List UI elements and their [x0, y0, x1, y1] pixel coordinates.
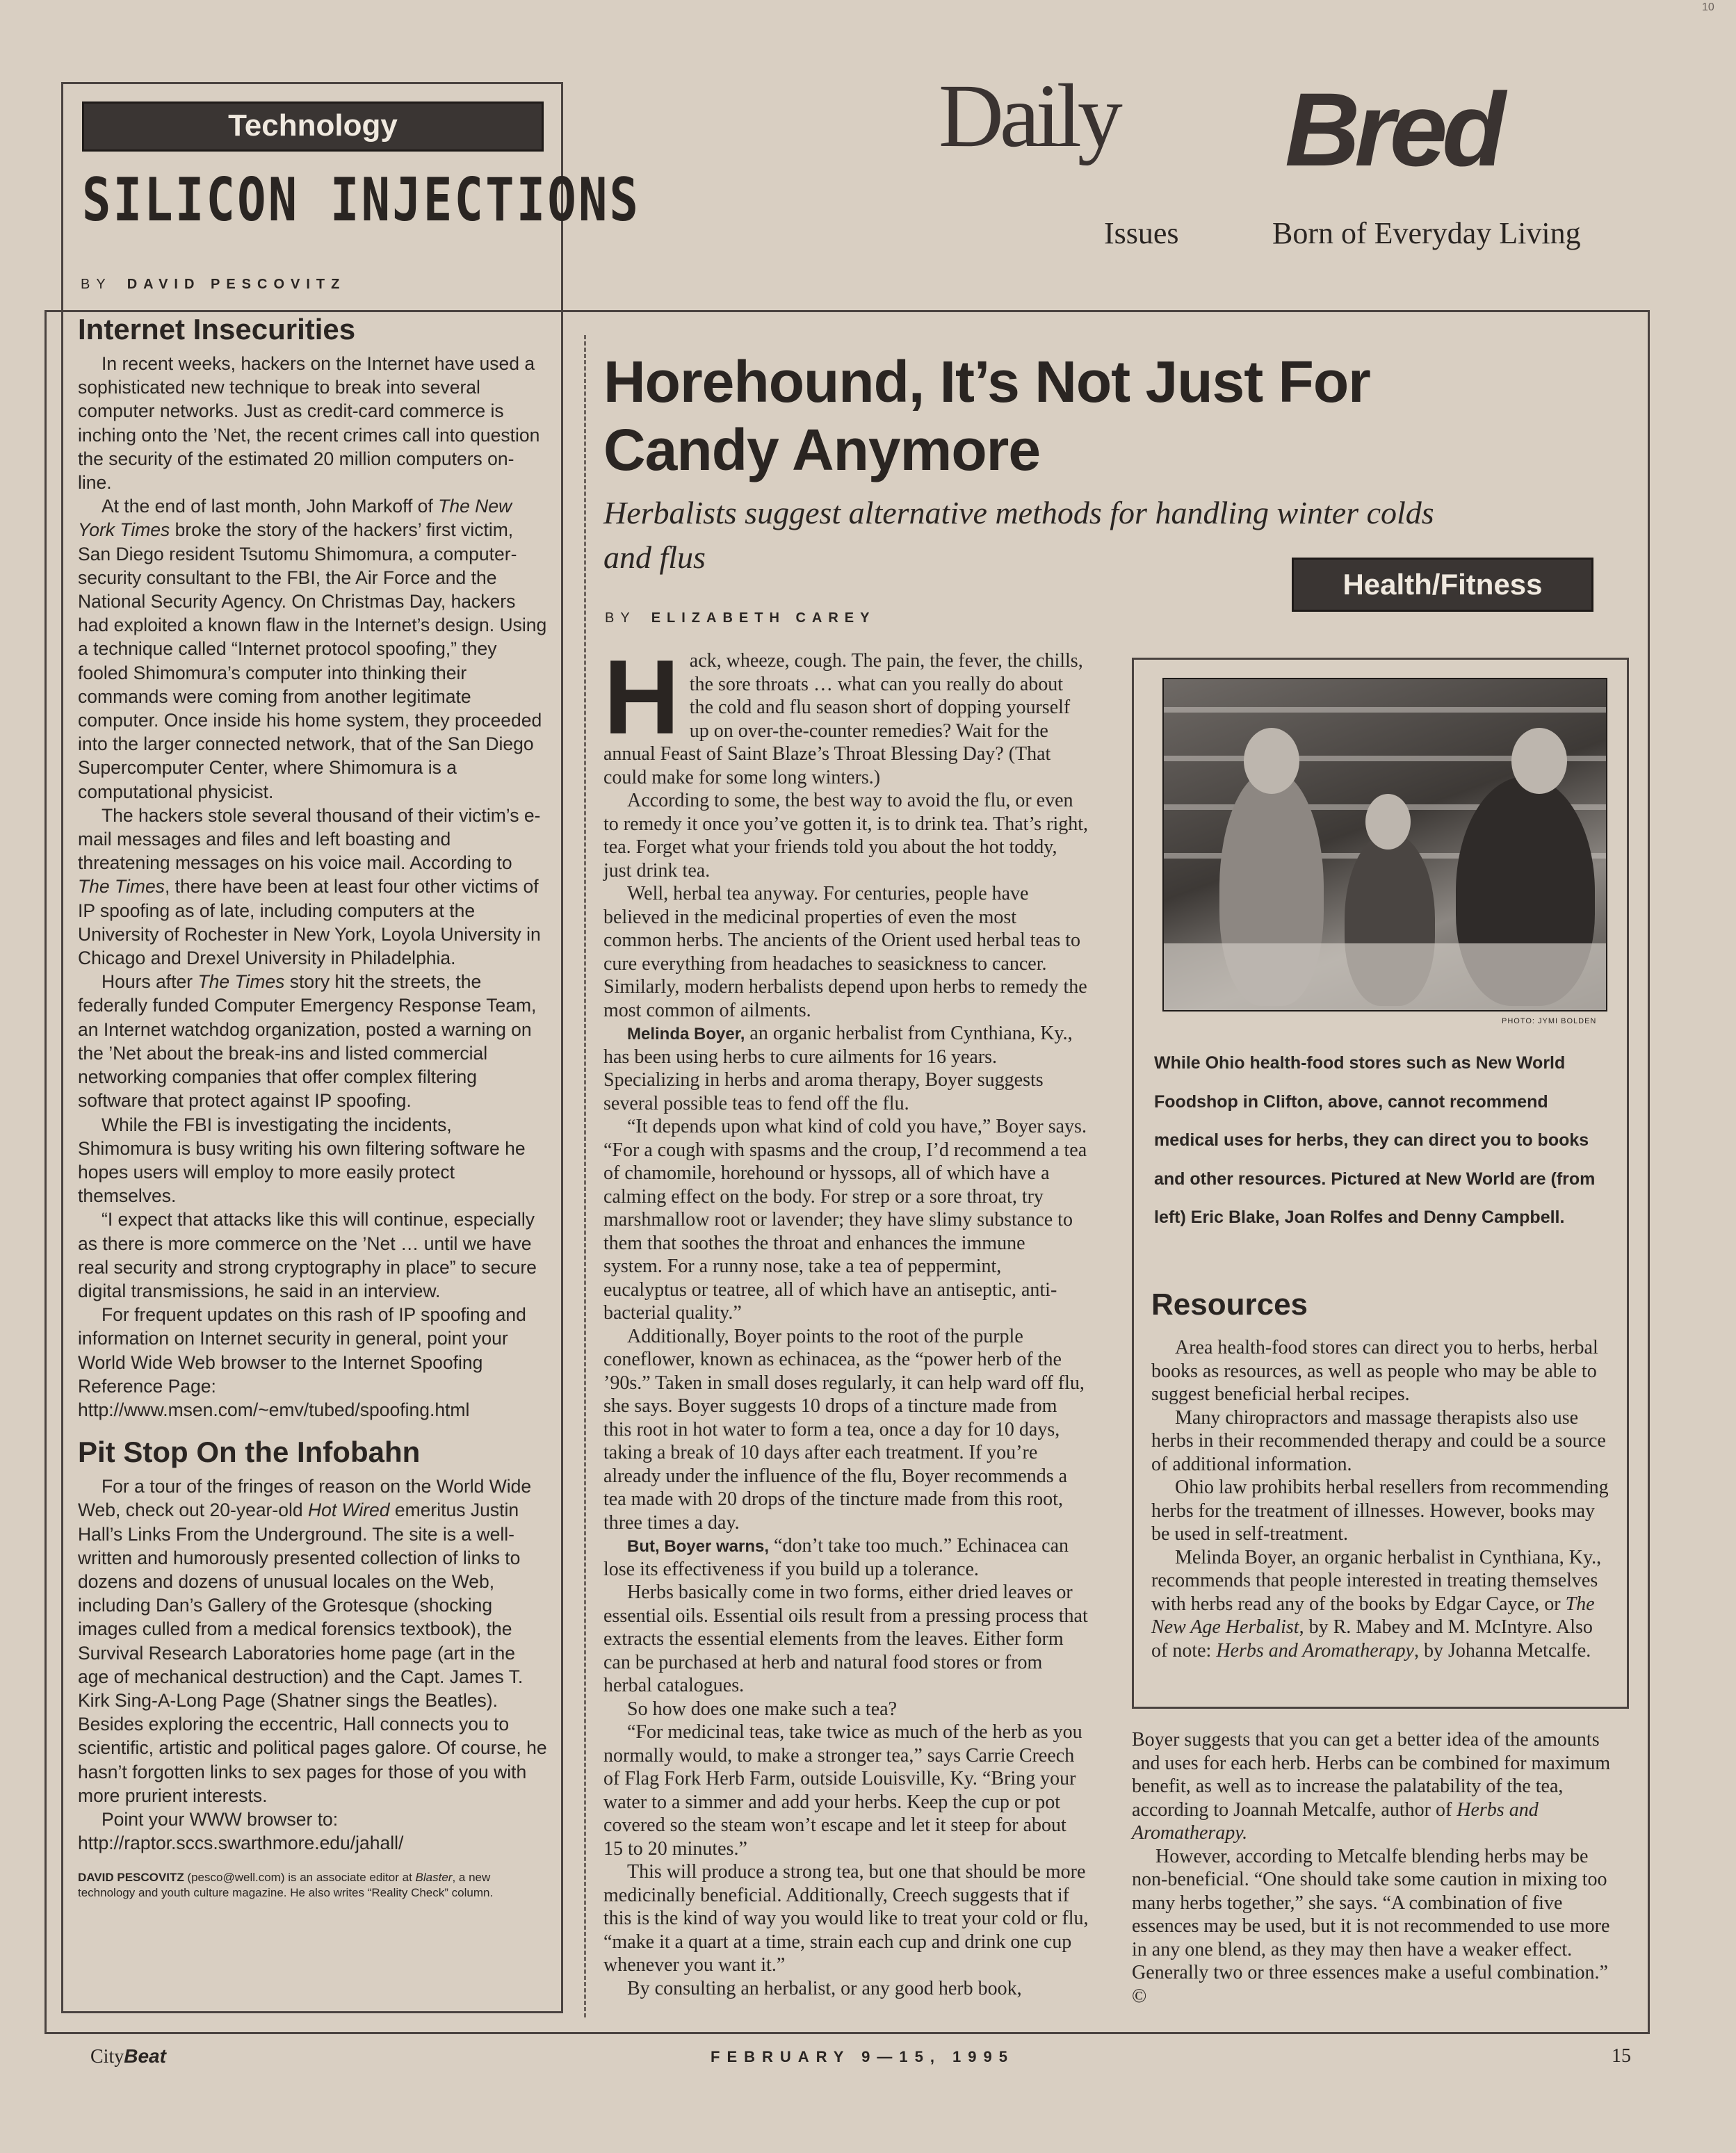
url-spoofing-page[interactable]: http://www.msen.com/~emv/tubed/spoofing.html — [78, 1399, 470, 1420]
main-article-body — [603, 638, 1089, 2000]
resources-heading: Resources — [1151, 1287, 1308, 1322]
paragraph: Many chiropractors and massage therapists also use herbs in their recommended therapy and could be a source of additional information. — [1151, 1406, 1606, 1475]
paragraph: Well, herbal tea anyway. For centuries, people have believed in the medicinal properties of even the most common herbs. The ancients of the Orient used herbal teas to cure everything from headaches to seasickness to cancer. Similarly, modern herbalists depend upon herbs to remedy the most common of ailments. — [603, 883, 1087, 1021]
photo-credit: PHOTO: JYMI BOLDEN — [1502, 1017, 1597, 1025]
byline-author: ELIZABETH CAREY — [651, 610, 876, 626]
paragraph: By consulting an herbalist, or any good herb book, — [627, 1977, 1022, 1999]
resources-body — [1151, 1336, 1613, 1662]
paragraph: But, Boyer warns, “don’t take too much.” Echinacea can lose its effectiveness if you build up a tolerance. — [603, 1535, 1069, 1580]
paragraph: “It depends upon what kind of cold you have,” Boyer says. “For a cough with spasms and the croup, I’d recommend a tea of chamomile, horehound or hyssops, all of which have a calming effect on the body. For strep or a sore throat, try marshmallow root or lavender; they have slimy substance to them that soothes the throat and enhances the immune system. For a runny nose, take a tea of peppermint, eucalyptus or teatree, all of which have an antiseptic, anti-bacterial quality.” — [603, 1116, 1087, 1324]
paragraph: Melinda Boyer, an organic herbalist in Cynthiana, Ky., recommends that people interested in treating themselves with herbs read any of the books by Edgar Cayce, or The New Age Herbalist, by R. Mabey and M. McIntyre. Also of note: Herbs and Aromatherapy, by Johanna Metcalfe. — [1151, 1546, 1602, 1662]
column-byline — [81, 277, 346, 293]
drop-cap: H — [603, 638, 680, 756]
paragraph: Boyer suggests that you can get a better idea of the amounts and uses for each herb. Herbs can be combined for maximum benefit, as well as to increase the palatability of the tea, according to Joannah Metcalfe, author of Herbs and Aromatherapy. — [1132, 1729, 1611, 1844]
byline-prefix: BY — [605, 610, 636, 626]
paragraph: “I expect that attacks like this will continue, especially as there is more commerce on the ’Net … until we have real security and strong cryptography in place” to secure digital transmissions, he said in an interview. — [78, 1209, 537, 1301]
paragraph: The hackers stole several thousand of their victim’s e-mail messages and files and left boasting and threatening messages on his voice mail. According to The Times, there have been at least four other victims of IP spoofing as of late, including computers at the University of Rochester in New York, Loyola University in Chicago and Drexel University in Philadelphia. — [78, 804, 541, 969]
paragraph: However, according to Metcalfe blending herbs may be non-beneficial. “One should take some caution in mixing too many herbs together,” she says. “A combination of five essences may be used, but it is not recommended to use more in any one blend, as they may then have a weaker effect. Generally two or three essences make a useful combination.” © — [1132, 1845, 1610, 2007]
paragraph: Area health-food stores can direct you to herbs, herbal books as resources, as well as people who may be able to suggest beneficial herbal recipes. — [1151, 1337, 1598, 1405]
paragraph: Point your WWW browser to: — [102, 1808, 339, 1830]
byline-prefix: BY — [81, 277, 112, 292]
author-bio: DAVID PESCOVITZ (pesco@well.com) is an associate editor at Blaster, a new technology and youth culture magazine. He also writes “Reality Check” column. — [78, 1871, 494, 1900]
publication-name: CityBeat — [90, 2045, 166, 2067]
paragraph: Melinda Boyer, an organic herbalist from Cynthiana, Ky., has been using herbs to cure ailments for 16 years. Specializing in herbs and aroma therapy, Boyer suggests several possible teas to fend off the flu. — [603, 1023, 1073, 1114]
masthead-daily: Daily — [939, 66, 1119, 166]
store-photo — [1162, 678, 1607, 1011]
main-headline: Horehound, It’s Not Just For Candy Anymore — [603, 349, 1370, 482]
main-article-continued — [1132, 1728, 1619, 2008]
paragraph: For a tour of the fringes of reason on the World Wide Web, check out 20-year-old Hot Wired emeritus Justin Hall’s Links From the Underground. The site is a well-written and humorously presented collection of links to dozens and dozens of unusual locales on the Web, including Dan’s Gallery of the Grotesque (shocking images culled from a medical forensics textbook), the Survival Research Laboratories home page (art in the age of mechanical destruction) and the Capt. James T. Kirk Sing-A-Long Page (Shatner sings the Beatles). Besides exploring the eccentric, Hall connects you to scientific, artistic and political pages galore. Of course, he hasn’t forgotten links to sex pages for those of you with more prurient interests. — [78, 1476, 547, 1806]
main-dek: Herbalists suggest alternative methods for handling winter colds and flus — [603, 495, 1434, 575]
photo-caption: While Ohio health-food stores such as New World Foodshop in Clifton, above, cannot recommend medical uses for herbs, they can direct you to books and other resources. Pictured at New World are (from left) Eric Blake, Joan Rolfes and Denny Campbell. — [1154, 1053, 1596, 1227]
article-heading: Internet Insecurities — [78, 313, 356, 346]
issue-date: FEBRUARY 9—15, 1995 — [711, 2048, 1014, 2065]
paragraph: At the end of last month, John Markoff of The New York Times broke the story of the hackers’ first victim, San Diego resident Tsutomu Shimomura, a computer-security consultant to the FBI, the Air Force and the National Security Agency. On Christmas Day, hackers had exploited a known flaw in the Internet’s design. Using a technique called “Internet protocol spoofing,” they fooled Shimomura’s computer into thinking their commands were coming from another legitimate computer. Once inside his home system, they proceeded into the larger connected network, that of the San Diego Supercomputer Center, where Shimomura is a computational physicist. — [78, 496, 547, 802]
main-byline — [605, 610, 875, 626]
column-title: SILICON INJECTIONS — [82, 165, 641, 235]
paragraph: For frequent updates on this rash of IP spoofing and information on Internet security in general, point your World Wide Web browser to the Internet Spoofing Reference Page: — [78, 1304, 526, 1397]
section-label-health-fitness: Health/Fitness — [1292, 558, 1593, 612]
article-heading: Pit Stop On the Infobahn — [78, 1436, 421, 1469]
paragraph: Hours after The Times story hit the streets, the federally funded Computer Emergency Response Team, an Internet watchdog organization, posted a warning on the ’Net about the break-ins and listed commercial networking companies that offer complex filtering software that protect against IP spoofing. — [78, 971, 537, 1112]
paragraph: Herbs basically come in two forms, either dried leaves or essential oils. Essential oils result from a pressing process that extracts the essential elements from the leaves. Either form can be purchased at herb and natural food stores or from herbal catalogues. — [603, 1582, 1088, 1696]
paragraph: “For medicinal teas, take twice as much of the herb as you normally would, to make a stronger tea,” says Carrie Creech of Flag Fork Herb Farm, outside Louisville, Ky. “Bring your water to a simmer and add your herbs. Keep the cup or pot covered so the steam won’t escape and let it steep for about 15 to 20 minutes.” — [603, 1721, 1082, 1860]
paragraph: In recent weeks, hackers on the Internet have used a sophisticated new technique to break into several computer networks. Just as credit-card commerce is inching onto the ’Net, the recent crimes call into question the security of the estimated 20 million computers on-line. — [78, 353, 540, 494]
masthead-tagline: Born of Everyday Living — [1272, 216, 1581, 250]
column-divider — [584, 335, 586, 2017]
lead-paragraph: Hack, wheeze, cough. The pain, the fever, the chills, the sore throats … what can you really do about the cold and flu season short of dopping yourself up on over-the-counter remedies? Wait for the annual Feast of Saint Blaze’s Throat Blessing Day? (That could make for some long winters.) — [603, 638, 1083, 788]
paragraph: So how does one make such a tea? — [627, 1698, 897, 1720]
masthead-bred: Bred — [1285, 71, 1500, 188]
url-links-underground[interactable]: http://raptor.sccs.swarthmore.edu/jahall/ — [78, 1833, 404, 1854]
paragraph: Additionally, Boyer points to the root of the purple coneflower, known as echinacea, as the “power herb of the ’90s.” Taken in small doses regularly, it can help ward off flu, she says. Boyer suggests 10 drops of a tincture made from this root in hot water to form a tea, once a day for 10 days, taking a break of 10 days after each treatment. If you’re already under the influence of the flu, Boyer recommends a tea made with 20 drops of the tincture made from this root, three times a day. — [603, 1325, 1085, 1534]
page-number: 15 — [1612, 2045, 1631, 2067]
paragraph: This will produce a strong tea, but one that should be more medicinally beneficial. Additionally, Creech suggests that if this is the kind of way you would like to treat your cold or flu, “make it a quart at a time, strain each cup and drink one cup whenever you want it.” — [603, 1861, 1089, 1976]
paragraph: Ohio law prohibits herbal resellers from recommending herbs for the treatment of illnesses. However, books may be used in self-treatment. — [1151, 1477, 1609, 1545]
corner-mark: 10 — [1702, 1, 1714, 13]
byline-author: DAVID PESCOVITZ — [127, 277, 346, 292]
masthead-issues: Issues — [1104, 216, 1179, 250]
section-label-technology: Technology — [82, 101, 544, 152]
paragraph: While the FBI is investigating the incidents, Shimomura is busy writing his own filtering software he hopes users will employ to more easily protect themselves. — [78, 1114, 526, 1207]
paragraph: According to some, the best way to avoid the flu, or even to remedy it once you’ve gotten it, is to drink tea. That’s right, tea. Forget what your friends told you about the hot toddy, just drink tea. — [603, 790, 1089, 881]
